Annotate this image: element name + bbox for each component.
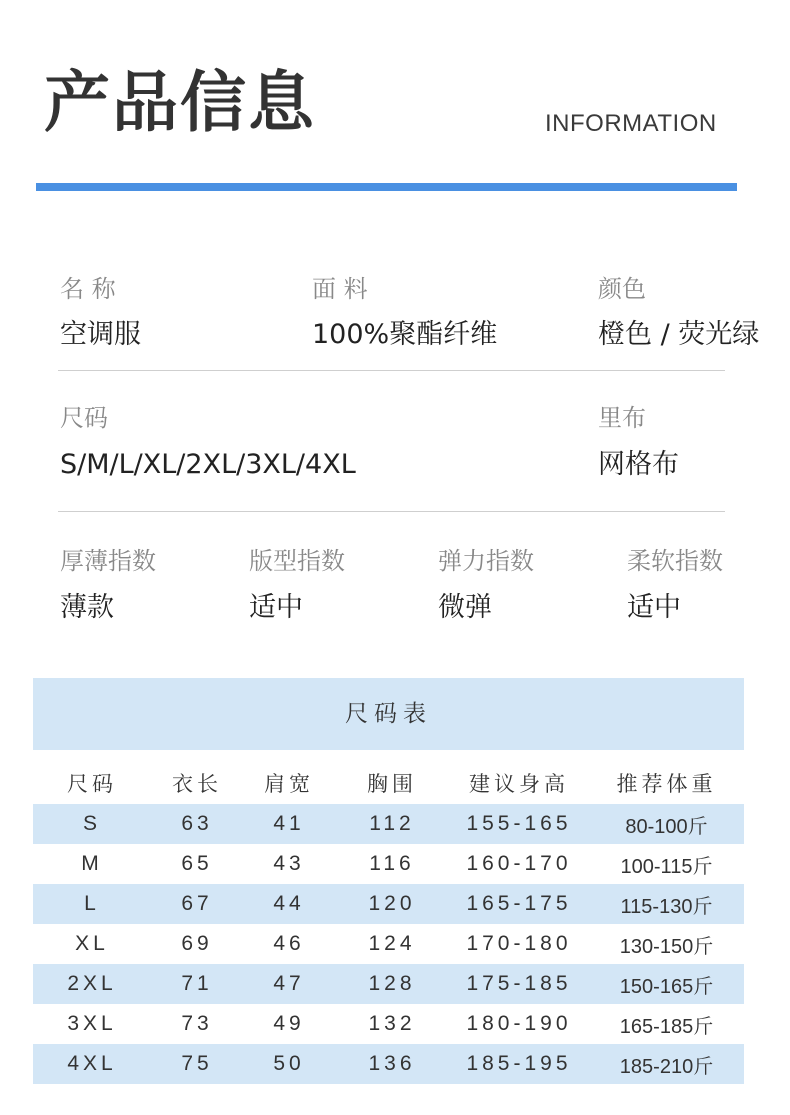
length-cell: 67 (151, 884, 243, 924)
divider (58, 370, 725, 371)
chest-cell: 132 (368, 1012, 416, 1035)
table-row (33, 1044, 744, 1084)
elastic-label: 弹力指数 (438, 547, 534, 575)
shoulder-cell: 47 (243, 964, 335, 1004)
chest-cell: 128 (335, 964, 449, 1004)
table-row (33, 804, 744, 844)
color-label: 颜色 (598, 275, 646, 303)
size-cell: XL (75, 932, 109, 955)
height-cell: 185-195 (449, 1044, 589, 1084)
lining-value: 网格布 (598, 449, 679, 480)
size-value: S/M/L/XL/2XL/3XL/4XL (60, 449, 356, 480)
column-header-length: 衣长 (172, 772, 222, 796)
shoulder-cell: 44 (243, 884, 335, 924)
fabric-value: 100%聚酯纤维 (312, 319, 498, 350)
softness-label: 柔软指数 (627, 547, 723, 575)
shoulder-cell: 49 (273, 1012, 305, 1035)
size-chart-title: 尺码表 (33, 678, 744, 750)
height-cell: 180-190 (466, 1012, 572, 1035)
height-cell: 175-185 (449, 964, 589, 1004)
table-row (33, 844, 744, 884)
fabric-label: 面 料 (312, 275, 368, 303)
weight-cell: 165-185斤 (619, 1015, 714, 1038)
divider (58, 511, 725, 512)
size-label: 尺码 (60, 404, 108, 432)
column-header-weight: 推荐体重 (616, 772, 717, 796)
weight-cell: 115-130斤 (589, 884, 744, 924)
name-value: 空调服 (60, 319, 141, 350)
page-title: 产品信息 (44, 64, 316, 141)
shoulder-cell: 46 (273, 932, 305, 955)
length-cell: 71 (151, 964, 243, 1004)
thickness-label: 厚薄指数 (60, 547, 156, 575)
fit-value: 适中 (249, 592, 303, 623)
size-cell: L (33, 884, 151, 924)
softness-value: 适中 (627, 592, 681, 623)
table-row (33, 884, 744, 924)
length-cell: 75 (151, 1044, 243, 1084)
length-cell: 73 (181, 1012, 213, 1035)
size-cell: 4XL (33, 1044, 151, 1084)
color-value: 橙色 / 荧光绿 (598, 319, 760, 350)
size-cell: M (81, 852, 103, 875)
fit-label: 版型指数 (249, 547, 345, 575)
chest-cell: 124 (368, 932, 416, 955)
chest-cell: 112 (335, 804, 449, 844)
chest-cell: 136 (335, 1044, 449, 1084)
lining-label: 里布 (598, 404, 646, 432)
table-row (33, 964, 744, 1004)
length-cell: 69 (181, 932, 213, 955)
shoulder-cell: 41 (243, 804, 335, 844)
name-label: 名 称 (60, 275, 116, 303)
column-header-size: 尺码 (67, 772, 117, 796)
weight-cell: 130-150斤 (619, 935, 714, 958)
weight-cell: 185-210斤 (589, 1044, 744, 1084)
chest-cell: 120 (335, 884, 449, 924)
column-header-shoulder: 肩宽 (264, 772, 314, 796)
height-cell: 165-175 (449, 884, 589, 924)
length-cell: 65 (181, 852, 213, 875)
shoulder-cell: 43 (273, 852, 305, 875)
thickness-value: 薄款 (60, 592, 114, 623)
size-chart-table (33, 762, 744, 1084)
column-header-height: 建议身高 (469, 772, 569, 796)
page-subtitle: INFORMATION (545, 110, 717, 137)
height-cell: 170-180 (466, 932, 572, 955)
size-cell: 3XL (67, 1012, 117, 1035)
elastic-value: 微弹 (438, 592, 492, 623)
weight-cell: 150-165斤 (589, 964, 744, 1004)
weight-cell: 100-115斤 (620, 855, 713, 878)
weight-cell: 80-100斤 (589, 804, 744, 844)
size-cell: 2XL (33, 964, 151, 1004)
height-cell: 160-170 (466, 852, 572, 875)
header-accent-bar (36, 183, 737, 191)
chest-cell: 116 (369, 852, 415, 875)
length-cell: 63 (151, 804, 243, 844)
size-chart-header-row (33, 762, 744, 804)
size-cell: S (33, 804, 151, 844)
shoulder-cell: 50 (243, 1044, 335, 1084)
table-row (33, 924, 744, 964)
height-cell: 155-165 (449, 804, 589, 844)
table-row (33, 1004, 744, 1044)
column-header-chest: 胸围 (367, 772, 417, 796)
